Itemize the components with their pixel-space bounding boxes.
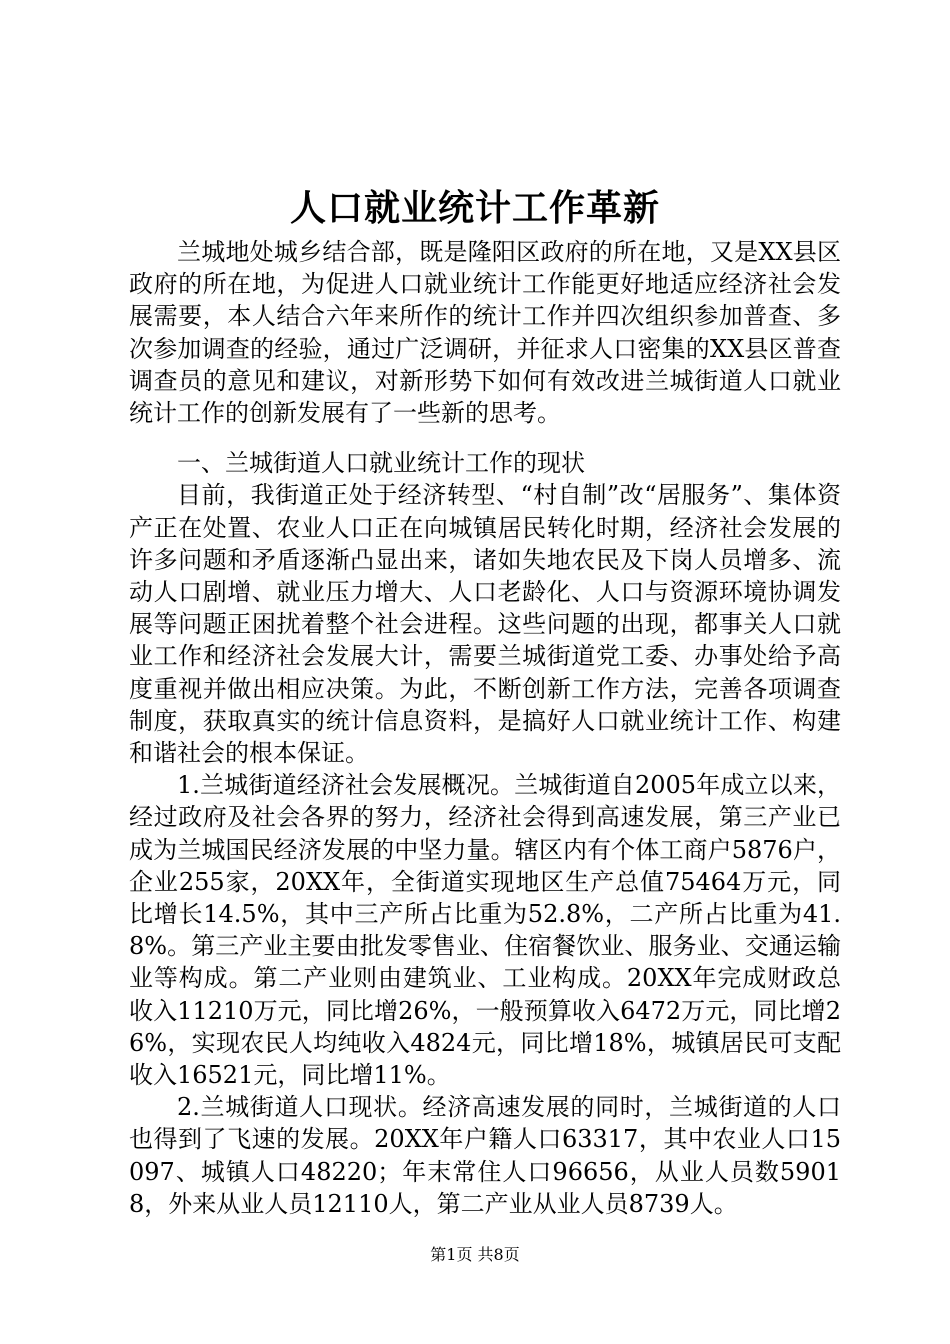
population-status-paragraph: 2.兰城街道人口现状。经济高速发展的同时，兰城街道的人口也得到了飞速的发展。20XX年户籍人口63317，其中农业人口15097、城镇人口48220；年末常住人口96656，从业人员数59018，外来从业人员12110人，第二产业从业人员8739人。 <box>129 1093 841 1218</box>
current-status-paragraph: 目前，我街道正处于经济转型、“村自制”改“居服务”、集体资产正在处置、农业人口正在向城镇居民转化时期，经济社会发展的许多问题和矛盾逐渐凸显出来，诸如失地农民及下岗人员增多、流动人口剧增、就业压力增大、人口老龄化、人口与资源环境协调发展等问题正困扰着整个社会进程。这些问题的出现，都事关人口就业工作和经济社会发展大计，需要兰城街道党工委、办事处给予高度重视并做出相应决策。为此，不断创新工作方法，完善各项调查制度，获取真实的统计信息资料，是搞好人口就业统计工作、构建和谐社会的根本保证。 <box>129 481 841 768</box>
economic-overview-paragraph: 1.兰城街道经济社会发展概况。兰城街道自2005年成立以来，经过政府及社会各界的努力，经济社会得到高速发展，第三产业已成为兰城国民经济发展的中坚力量。辖区内有个体工商户5876户，企业255家，20XX年，全街道实现地区生产总值75464万元，同比增长14.5%，其中三产所占比重为52.8%，二产所占比重为41.8%。第三产业主要由批发零售业、住宿餐饮业、服务业、交通运输业等构成。第二产业则由建筑业、工业构成。20XX年完成财政总收入11210万元，同比增26%，一般预算收入6472万元，同比增26%，实现农民人均纯收入4824元，同比增18%，城镇居民可支配收入16521元，同比增11%。 <box>129 771 841 1090</box>
document-title: 人口就业统计工作革新 <box>289 187 660 229</box>
document-body <box>129 236 841 1220</box>
intro-paragraph: 兰城地处城乡结合部，既是隆阳区政府的所在地，又是XX县区政府的所在地，为促进人口就业统计工作能更好地适应经济社会发展需要，本人结合六年来所作的统计工作并四次组织参加普查、多次参加调查的经验，通过广泛调研，并征求人口密集的XX县区普查调查员的意见和建议，对新形势下如何有效改进兰城街道人口就业统计工作的创新发展有了一些新的思考。 <box>129 238 841 428</box>
page-number-footer: 第1页 共8页 <box>430 1245 520 1264</box>
section-heading: 一、兰城街道人口就业统计工作的现状 <box>177 449 585 478</box>
